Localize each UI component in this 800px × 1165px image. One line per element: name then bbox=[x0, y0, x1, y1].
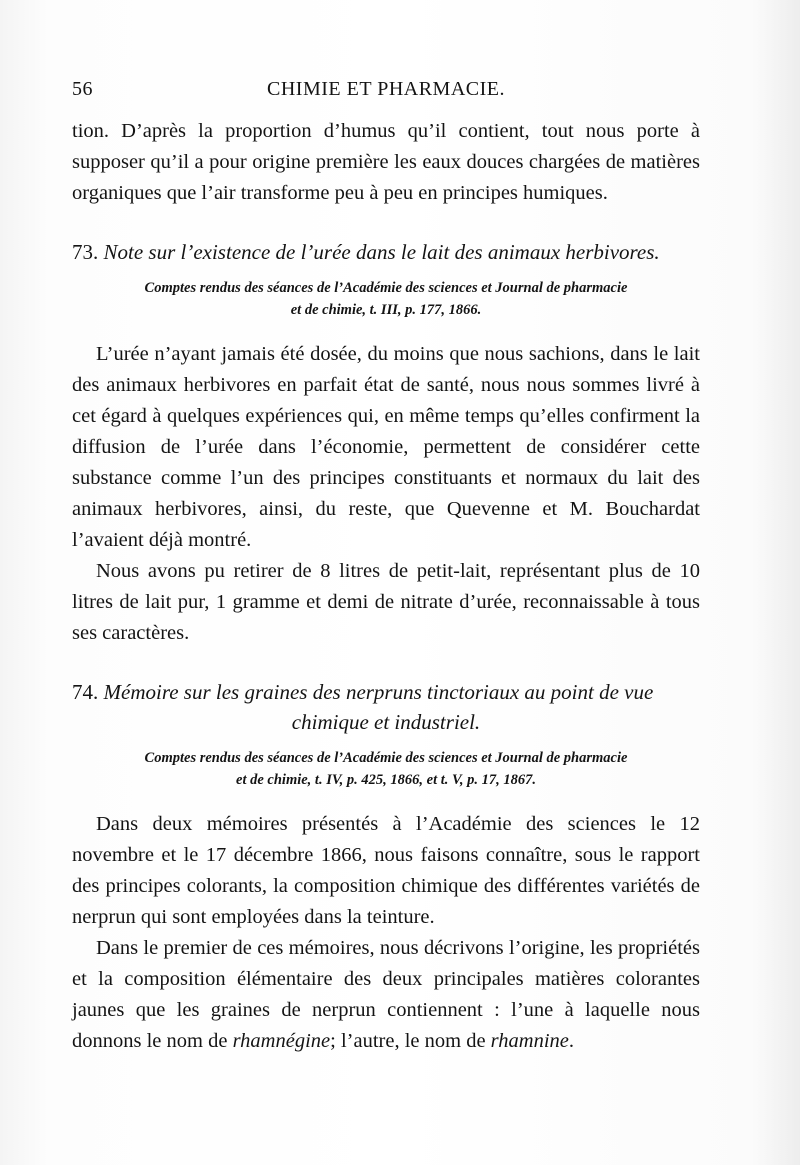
intro-paragraph: tion. D’après la proportion d’humus qu’il contient, tout nous porte à supposer qu’il a pour origine première les eaux douces chargées de matières organiques que l’air transforme peu à peu en principes humiques. bbox=[72, 120, 700, 204]
section-74-citation bbox=[72, 747, 700, 791]
section-74-citation-line1: Comptes rendus des séances de l’Académie des sciences et Journal de pharmacie bbox=[144, 750, 628, 766]
section-74-number: 74. bbox=[72, 680, 99, 704]
term-rhamnine: rhamnine bbox=[490, 1030, 569, 1052]
page-number: 56 bbox=[72, 78, 93, 100]
section-74-title-line1: Mémoire sur les graines des nerpruns tinctoriaux au point de vue bbox=[103, 680, 654, 704]
section-73-citation bbox=[72, 277, 700, 321]
section-73-citation-line2: et de chimie, t. III, p. 177, 1866. bbox=[290, 302, 482, 318]
paragraph-2-mid: ; l’autre, le nom de bbox=[330, 1030, 491, 1052]
section-73-paragraph-2: Nous avons pu retirer de 8 litres de petit-lait, représentant plus de 10 litres de lait pur, 1 gramme et demi de nitrate d’urée, reconnaissable à tous ses caractères. bbox=[72, 560, 700, 644]
section-74-citation-line2: et de chimie, t. IV, p. 425, 1866, et t. V, p. 17, 1867. bbox=[236, 772, 536, 788]
section-74-title-line2: chimique et industriel. bbox=[291, 710, 481, 734]
section-73-paragraph-1: L’urée n’ayant jamais été dosée, du moins que nous sachions, dans le lait des animaux herbivores en parfait état de santé, nous nous sommes livré à cet égard à quelques expériences qui, en même temps qu’elles confirment la diffusion de l’urée dans l’économie, permettent de considérer cette substance comme l’un des principes constituants et normaux du lait des animaux herbivores, ainsi, du reste, que Quevenne et M. Bouchardat l’avaient déjà montré. bbox=[72, 343, 700, 551]
paragraph-2-start: Dans le premier de ces mémoires, nous décrivons l’origine, les propriétés et la composition élémentaire des deux principales matières colorantes jaunes que les graines de nerprun contiennent : l’une à laquelle nous donnons le nom de bbox=[72, 937, 700, 1052]
section-73-citation-line1: Comptes rendus des séances de l’Académie des sciences et Journal de pharmacie bbox=[144, 280, 628, 296]
section-74-paragraph-1: Dans deux mémoires présentés à l’Académie des sciences le 12 novembre et le 17 décembre 1866, nous faisons connaître, sous le rapport des principes colorants, la composition chimique des différentes variétés de nerprun qui sont employées dans la teinture. bbox=[72, 813, 700, 928]
section-74-paragraph-2 bbox=[72, 933, 700, 1057]
running-title: CHIMIE ET PHARMACIE. bbox=[267, 78, 505, 100]
section-73-number: 73. bbox=[72, 240, 99, 264]
section-73-title: Note sur l’existence de l’urée dans le lait des animaux herbivores. bbox=[103, 240, 660, 264]
page-body bbox=[72, 116, 700, 1057]
page-header bbox=[72, 78, 700, 104]
section-73-heading bbox=[72, 237, 700, 267]
term-rhamnegine: rhamnégine bbox=[232, 1030, 331, 1052]
section-74-heading bbox=[72, 677, 700, 737]
paragraph-2-end: . bbox=[568, 1030, 575, 1052]
